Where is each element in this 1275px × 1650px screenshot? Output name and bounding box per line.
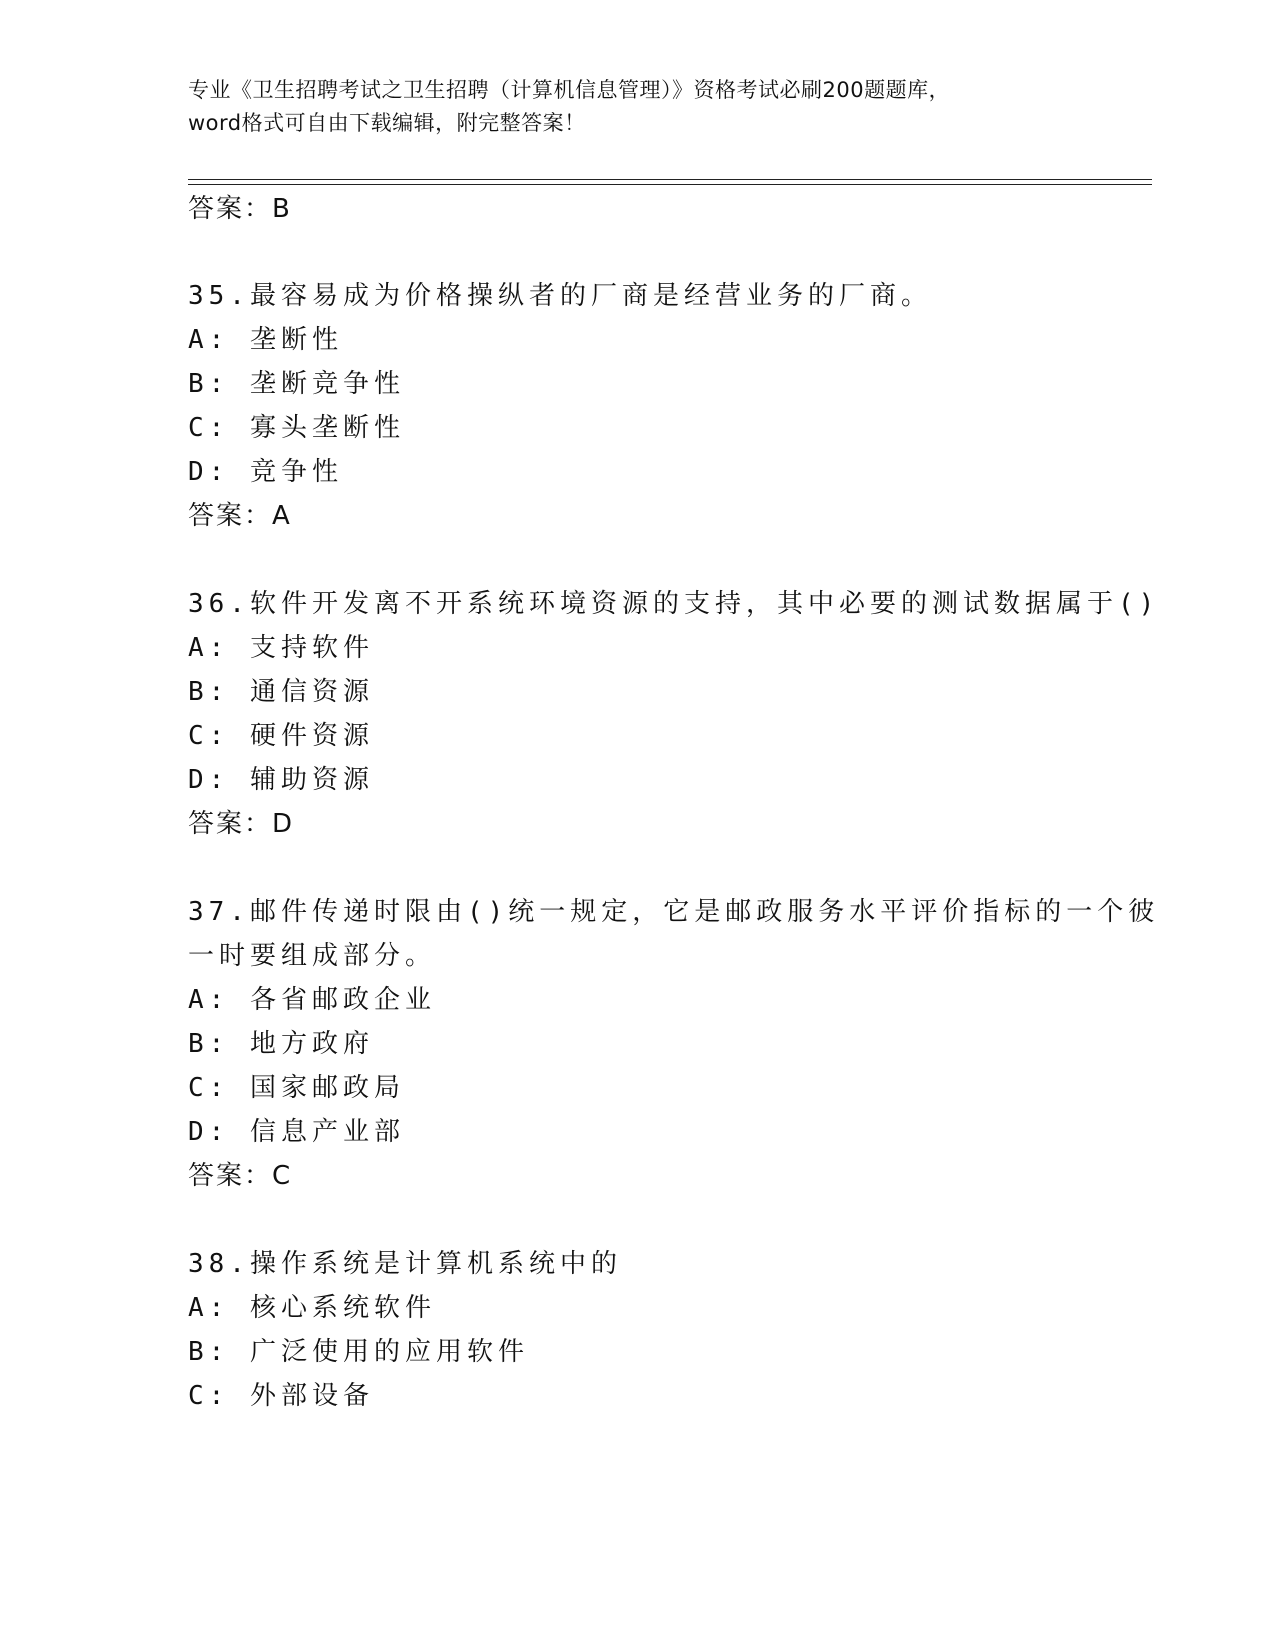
previous-answer: 答案：B (188, 194, 292, 224)
question-35-option-b: B: 垄断竞争性 (188, 369, 405, 399)
question-35-text: 35.最容易成为价格操纵者的厂商是经营业务的厂商。 (188, 281, 932, 311)
question-36-option-d: D: 辅助资源 (188, 765, 374, 795)
question-37-option-b: B: 地方政府 (188, 1029, 374, 1059)
question-38-text: 38.操作系统是计算机系统中的 (188, 1249, 622, 1279)
header-rule-bottom (188, 184, 1152, 185)
header-line-1: 专业《卫生招聘考试之卫生招聘（计算机信息管理）》资格考试必刷200题题库， (188, 78, 951, 102)
question-35-answer: 答案：A (188, 501, 292, 531)
question-36-option-b: B: 通信资源 (188, 677, 374, 707)
question-35-option-a: A: 垄断性 (188, 325, 343, 355)
question-37-option-c: C: 国家邮政局 (188, 1073, 405, 1103)
question-36-option-a: A: 支持软件 (188, 633, 374, 663)
question-36-answer: 答案：D (188, 809, 295, 839)
question-38-option-a: A: 核心系统软件 (188, 1293, 436, 1323)
question-37-option-d: D: 信息产业部 (188, 1117, 405, 1147)
question-36-option-c: C: 硬件资源 (188, 721, 374, 751)
question-37-answer: 答案：C (188, 1161, 293, 1191)
question-35-option-c: C: 寡头垄断性 (188, 413, 405, 443)
header-line-2: word格式可自由下载编辑，附完整答案！ (188, 111, 586, 135)
document-header (188, 74, 1088, 140)
question-37-text-line-2: 一时要组成部分。 (188, 941, 437, 971)
question-37-option-a: A: 各省邮政企业 (188, 985, 436, 1015)
question-35-option-d: D: 竞争性 (188, 457, 343, 487)
question-36-text: 36.软件开发离不开系统环境资源的支持，其中必要的测试数据属于() (188, 589, 1160, 619)
header-rule-top (188, 179, 1152, 180)
question-38-option-b: B: 广泛使用的应用软件 (188, 1337, 529, 1367)
question-37-text-line-1: 37.邮件传递时限由()统一规定，它是邮政服务水平评价指标的一个彼 (188, 897, 1160, 927)
question-38-option-c: C: 外部设备 (188, 1381, 374, 1411)
